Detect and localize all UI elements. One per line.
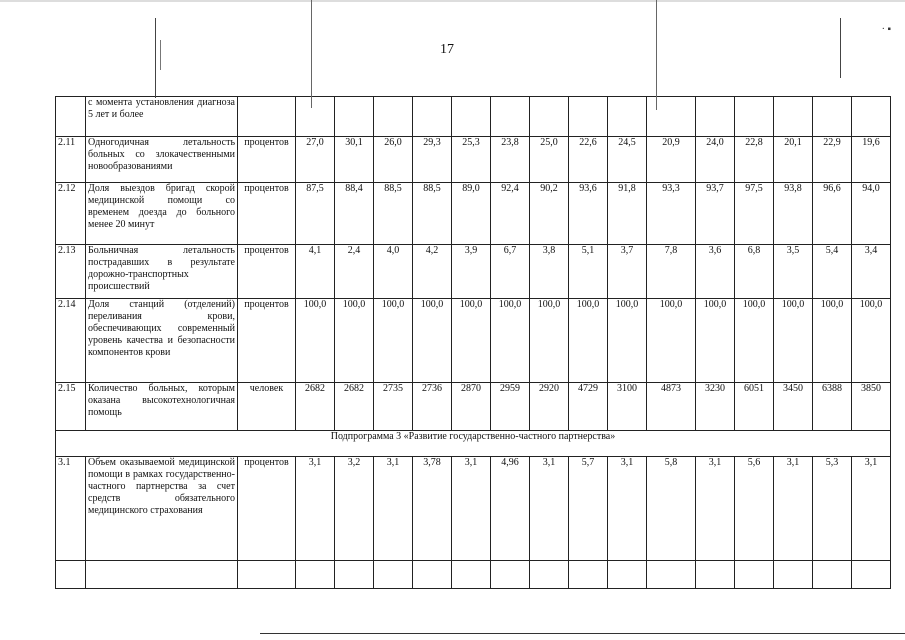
value-cell: 20,9 — [647, 137, 696, 183]
value-cell — [813, 97, 852, 137]
value-cell: 88,5 — [374, 183, 413, 245]
value-cell — [647, 97, 696, 137]
unit-cell: процентов — [238, 183, 296, 245]
indicator-description: Одногодичная летальность больных со злокачественными новообразованиями — [86, 137, 238, 183]
table-row — [56, 299, 891, 383]
indicator-description: Больничная летальность пострадавших в результате дорожно-транспортных происшествий — [86, 245, 238, 299]
value-cell: 93,6 — [569, 183, 608, 245]
value-cell: 22,8 — [735, 137, 774, 183]
value-cell: 29,3 — [413, 137, 452, 183]
value-cell: 88,5 — [413, 183, 452, 245]
row-number: 2.12 — [56, 183, 86, 245]
value-cell: 19,6 — [852, 137, 891, 183]
table-row — [56, 245, 891, 299]
value-cell: 5,1 — [569, 245, 608, 299]
value-cell — [296, 97, 335, 137]
value-cell: 92,4 — [491, 183, 530, 245]
value-cell: 27,0 — [296, 137, 335, 183]
value-cell: 100,0 — [774, 299, 813, 383]
value-cell: 3,2 — [335, 457, 374, 561]
value-cell: 100,0 — [374, 299, 413, 383]
indicators-table — [55, 96, 891, 589]
value-cell: 2920 — [530, 383, 569, 431]
value-cell: 3,9 — [452, 245, 491, 299]
scan-line — [155, 18, 156, 98]
unit-cell — [238, 97, 296, 137]
value-cell — [374, 97, 413, 137]
value-cell — [452, 97, 491, 137]
value-cell: 91,8 — [608, 183, 647, 245]
value-cell: 24,5 — [608, 137, 647, 183]
row-number: 2.14 — [56, 299, 86, 383]
value-cell: 3,1 — [696, 457, 735, 561]
value-cell: 7,8 — [647, 245, 696, 299]
value-cell: 3,1 — [530, 457, 569, 561]
value-cell: 3,7 — [608, 245, 647, 299]
indicator-description: Количество больных, которым оказана высокотехнологичная помощь — [86, 383, 238, 431]
section-row — [56, 431, 891, 457]
table-row — [56, 183, 891, 245]
value-cell: 5,6 — [735, 457, 774, 561]
value-cell: 5,8 — [647, 457, 696, 561]
value-cell — [569, 97, 608, 137]
value-cell — [774, 97, 813, 137]
top-edge-line — [0, 0, 905, 2]
value-cell — [335, 97, 374, 137]
value-cell: 100,0 — [335, 299, 374, 383]
value-cell: 100,0 — [569, 299, 608, 383]
section-title: Подпрограмма 3 «Развитие государственно-частного партнерства» — [56, 431, 891, 457]
margin-marks: · ▪ — [881, 24, 891, 35]
value-cell: 93,7 — [696, 183, 735, 245]
value-cell: 4,2 — [413, 245, 452, 299]
scan-line — [656, 0, 657, 110]
value-cell: 97,5 — [735, 183, 774, 245]
value-cell — [735, 97, 774, 137]
row-number: 2.13 — [56, 245, 86, 299]
value-cell: 3,4 — [852, 245, 891, 299]
value-cell: 5,3 — [813, 457, 852, 561]
row-number: 2.11 — [56, 137, 86, 183]
value-cell: 25,0 — [530, 137, 569, 183]
value-cell: 5,4 — [813, 245, 852, 299]
value-cell: 100,0 — [530, 299, 569, 383]
value-cell: 90,2 — [530, 183, 569, 245]
value-cell: 88,4 — [335, 183, 374, 245]
scan-line — [160, 40, 161, 70]
value-cell — [852, 97, 891, 137]
value-cell: 2870 — [452, 383, 491, 431]
value-cell: 3,1 — [452, 457, 491, 561]
scan-line — [840, 18, 841, 78]
unit-cell: человек — [238, 383, 296, 431]
value-cell: 22,9 — [813, 137, 852, 183]
value-cell: 93,8 — [774, 183, 813, 245]
value-cell: 100,0 — [813, 299, 852, 383]
value-cell: 3,8 — [530, 245, 569, 299]
value-cell: 6,8 — [735, 245, 774, 299]
value-cell: 6,7 — [491, 245, 530, 299]
value-cell: 94,0 — [852, 183, 891, 245]
value-cell: 26,0 — [374, 137, 413, 183]
value-cell: 2682 — [335, 383, 374, 431]
value-cell: 3,6 — [696, 245, 735, 299]
value-cell: 3,5 — [774, 245, 813, 299]
value-cell: 2736 — [413, 383, 452, 431]
value-cell: 100,0 — [296, 299, 335, 383]
value-cell: 4729 — [569, 383, 608, 431]
value-cell — [608, 97, 647, 137]
value-cell: 2959 — [491, 383, 530, 431]
value-cell: 3,1 — [774, 457, 813, 561]
value-cell: 25,3 — [452, 137, 491, 183]
value-cell: 100,0 — [491, 299, 530, 383]
value-cell: 4,0 — [374, 245, 413, 299]
value-cell: 2,4 — [335, 245, 374, 299]
value-cell: 3,1 — [608, 457, 647, 561]
table-row — [56, 137, 891, 183]
indicator-description: Доля выездов бригад скорой медицинской помощи со временем доезда до больного менее 20 минут — [86, 183, 238, 245]
row-number: 2.15 — [56, 383, 86, 431]
row-number — [56, 97, 86, 137]
value-cell: 87,5 — [296, 183, 335, 245]
value-cell: 23,8 — [491, 137, 530, 183]
unit-cell: процентов — [238, 137, 296, 183]
empty-table-row — [56, 561, 891, 589]
value-cell: 3,1 — [296, 457, 335, 561]
value-cell: 3230 — [696, 383, 735, 431]
value-cell: 100,0 — [735, 299, 774, 383]
value-cell: 20,1 — [774, 137, 813, 183]
value-cell: 6388 — [813, 383, 852, 431]
value-cell — [530, 97, 569, 137]
bottom-edge-line — [260, 633, 905, 634]
value-cell: 3850 — [852, 383, 891, 431]
value-cell — [491, 97, 530, 137]
value-cell: 3,1 — [374, 457, 413, 561]
table-row — [56, 97, 891, 137]
value-cell: 3,78 — [413, 457, 452, 561]
scan-line — [311, 0, 312, 108]
table-row — [56, 457, 891, 561]
value-cell: 2735 — [374, 383, 413, 431]
value-cell: 100,0 — [413, 299, 452, 383]
value-cell: 6051 — [735, 383, 774, 431]
value-cell: 96,6 — [813, 183, 852, 245]
value-cell: 3450 — [774, 383, 813, 431]
value-cell: 89,0 — [452, 183, 491, 245]
value-cell: 30,1 — [335, 137, 374, 183]
value-cell: 5,7 — [569, 457, 608, 561]
indicator-description: Объем оказываемой медицинской помощи в рамках государственно-частного партнерства за счет средств обязательного медицинского страхования — [86, 457, 238, 561]
value-cell: 24,0 — [696, 137, 735, 183]
value-cell: 2682 — [296, 383, 335, 431]
value-cell: 3,1 — [852, 457, 891, 561]
value-cell — [413, 97, 452, 137]
value-cell: 100,0 — [647, 299, 696, 383]
value-cell: 100,0 — [452, 299, 491, 383]
value-cell: 93,3 — [647, 183, 696, 245]
table-row — [56, 383, 891, 431]
row-number: 3.1 — [56, 457, 86, 561]
value-cell: 3100 — [608, 383, 647, 431]
value-cell: 4873 — [647, 383, 696, 431]
unit-cell: процентов — [238, 245, 296, 299]
value-cell: 100,0 — [608, 299, 647, 383]
value-cell: 100,0 — [852, 299, 891, 383]
indicator-description: Доля станций (отделений) переливания крови, обеспечивающих современный уровень качества и безопасности компонентов крови — [86, 299, 238, 383]
value-cell — [696, 97, 735, 137]
value-cell: 4,1 — [296, 245, 335, 299]
value-cell: 22,6 — [569, 137, 608, 183]
page-number: 17 — [440, 42, 454, 57]
unit-cell: процентов — [238, 299, 296, 383]
indicator-description: с момента установления диагноза 5 лет и более — [86, 97, 238, 137]
value-cell: 100,0 — [696, 299, 735, 383]
value-cell: 4,96 — [491, 457, 530, 561]
unit-cell: процентов — [238, 457, 296, 561]
